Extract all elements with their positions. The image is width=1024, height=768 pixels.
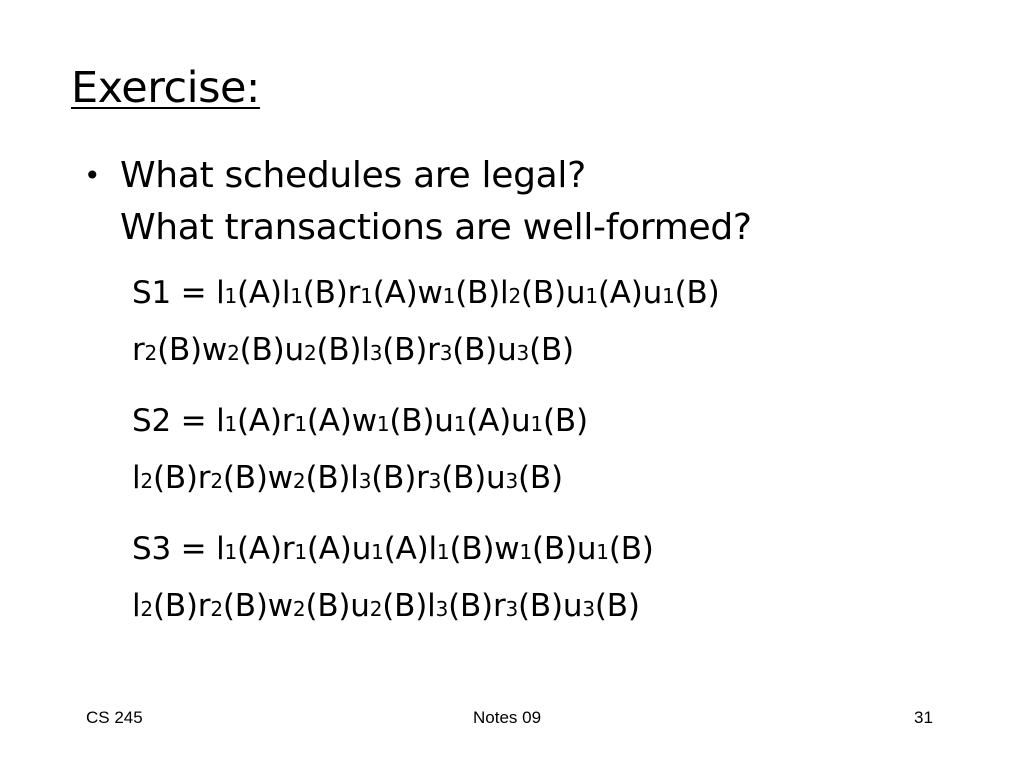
transaction-index: 3 (582, 597, 595, 621)
schedule-text: (B)u (518, 588, 583, 624)
transaction-index: 1 (442, 284, 456, 308)
schedule-line (132, 323, 720, 380)
schedule-text: (B)r (448, 588, 506, 624)
schedule-text: (B) (674, 275, 720, 311)
footer-course: CS 245 (86, 708, 143, 727)
transaction-index: 2 (303, 341, 317, 365)
schedule-line (132, 522, 720, 579)
footer-notes: Notes 09 (473, 708, 542, 727)
transaction-index: 2 (369, 597, 383, 621)
transaction-index: 1 (224, 284, 238, 308)
schedule-text: (B)w (222, 588, 293, 624)
schedule-text: (A)r (237, 531, 295, 567)
transaction-index: 2 (292, 469, 306, 493)
schedule-text: (B) (529, 332, 574, 368)
schedule-text: (B) (518, 460, 563, 496)
schedule-s3 (132, 522, 720, 636)
transaction-index: 1 (224, 412, 238, 436)
question-line: What transactions are well-formed? (120, 207, 752, 248)
schedule-text: S1 = l (132, 275, 225, 311)
schedule-list (132, 266, 720, 650)
schedule-text: (A)r (237, 403, 295, 439)
transaction-index: 1 (224, 540, 238, 564)
bullet-item (84, 150, 752, 254)
schedule-text: (B) (543, 403, 588, 439)
schedule-text: (A)l (237, 275, 291, 311)
transaction-index: 3 (358, 469, 372, 493)
transaction-index: 3 (439, 341, 453, 365)
slide-title: Exercise: (71, 63, 260, 113)
schedule-text: (B)u (239, 332, 304, 368)
transaction-index: 2 (140, 597, 153, 621)
schedule-line (132, 266, 720, 323)
schedule-text: (B)r (302, 275, 361, 311)
question-line: What schedules are legal? (120, 155, 586, 196)
transaction-index: 2 (292, 597, 306, 621)
schedule-line (132, 579, 720, 636)
transaction-index: 1 (519, 540, 532, 564)
schedule-text: (B)l (382, 588, 436, 624)
schedule-text: (A)l (383, 531, 437, 567)
transaction-index: 1 (371, 540, 384, 564)
schedule-text: S3 = l (132, 531, 225, 567)
bullet-text (120, 150, 752, 254)
transaction-index: 2 (210, 469, 223, 493)
schedule-text: (B)r (152, 460, 211, 496)
transaction-index: 3 (369, 341, 383, 365)
transaction-index: 1 (294, 540, 307, 564)
schedule-text: r (132, 332, 145, 368)
schedule-s2 (132, 394, 720, 508)
transaction-index: 2 (144, 341, 158, 365)
schedule-line (132, 451, 720, 508)
schedule-line (132, 394, 720, 451)
transaction-index: 1 (376, 412, 390, 436)
transaction-index: 3 (428, 469, 442, 493)
transaction-index: 3 (505, 597, 519, 621)
schedule-text: (B)l (305, 460, 359, 496)
transaction-index: 1 (596, 540, 609, 564)
schedule-text: (B)u (521, 275, 586, 311)
transaction-index: 3 (505, 469, 519, 493)
transaction-index: 2 (508, 284, 522, 308)
transaction-index: 1 (453, 412, 467, 436)
transaction-index: 2 (227, 341, 240, 365)
transaction-index: 3 (435, 597, 449, 621)
schedule-text: (A)w (372, 275, 443, 311)
schedule-text: (B) (608, 531, 654, 567)
schedule-text: (B)r (152, 588, 211, 624)
transaction-index: 1 (530, 412, 544, 436)
transaction-index: 1 (585, 284, 598, 308)
schedule-text: (A)u (306, 531, 372, 567)
transaction-index: 1 (436, 540, 450, 564)
schedule-text: (B)l (455, 275, 509, 311)
schedule-text: (B)r (371, 460, 429, 496)
footer-page-number: 31 (914, 708, 933, 727)
transaction-index: 2 (140, 469, 153, 493)
schedule-text: (B)w (222, 460, 293, 496)
schedule-text: (B)u (531, 531, 597, 567)
schedule-text: (B)r (382, 332, 440, 368)
transaction-index: 2 (210, 597, 223, 621)
transaction-index: 1 (294, 412, 307, 436)
schedule-text: (A)w (306, 403, 377, 439)
schedule-text: (B)u (305, 588, 370, 624)
schedule-text: (B)w (157, 332, 228, 368)
transaction-index: 3 (516, 341, 530, 365)
schedule-text: (B)w (449, 531, 520, 567)
schedule-text: l (132, 588, 141, 624)
schedule-text: (B)u (452, 332, 517, 368)
schedule-s1 (132, 266, 720, 380)
bullet-icon: • (84, 159, 101, 192)
schedule-text: (B)u (389, 403, 454, 439)
transaction-index: 1 (662, 284, 675, 308)
schedule-text: (A)u (597, 275, 663, 311)
schedule-text: (B)u (441, 460, 506, 496)
transaction-index: 1 (360, 284, 373, 308)
transaction-index: 1 (290, 284, 303, 308)
schedule-text: l (132, 460, 141, 496)
schedule-text: (B) (594, 588, 640, 624)
schedule-text: (A)u (466, 403, 531, 439)
schedule-text: (B)l (316, 332, 370, 368)
schedule-text: S2 = l (132, 403, 225, 439)
